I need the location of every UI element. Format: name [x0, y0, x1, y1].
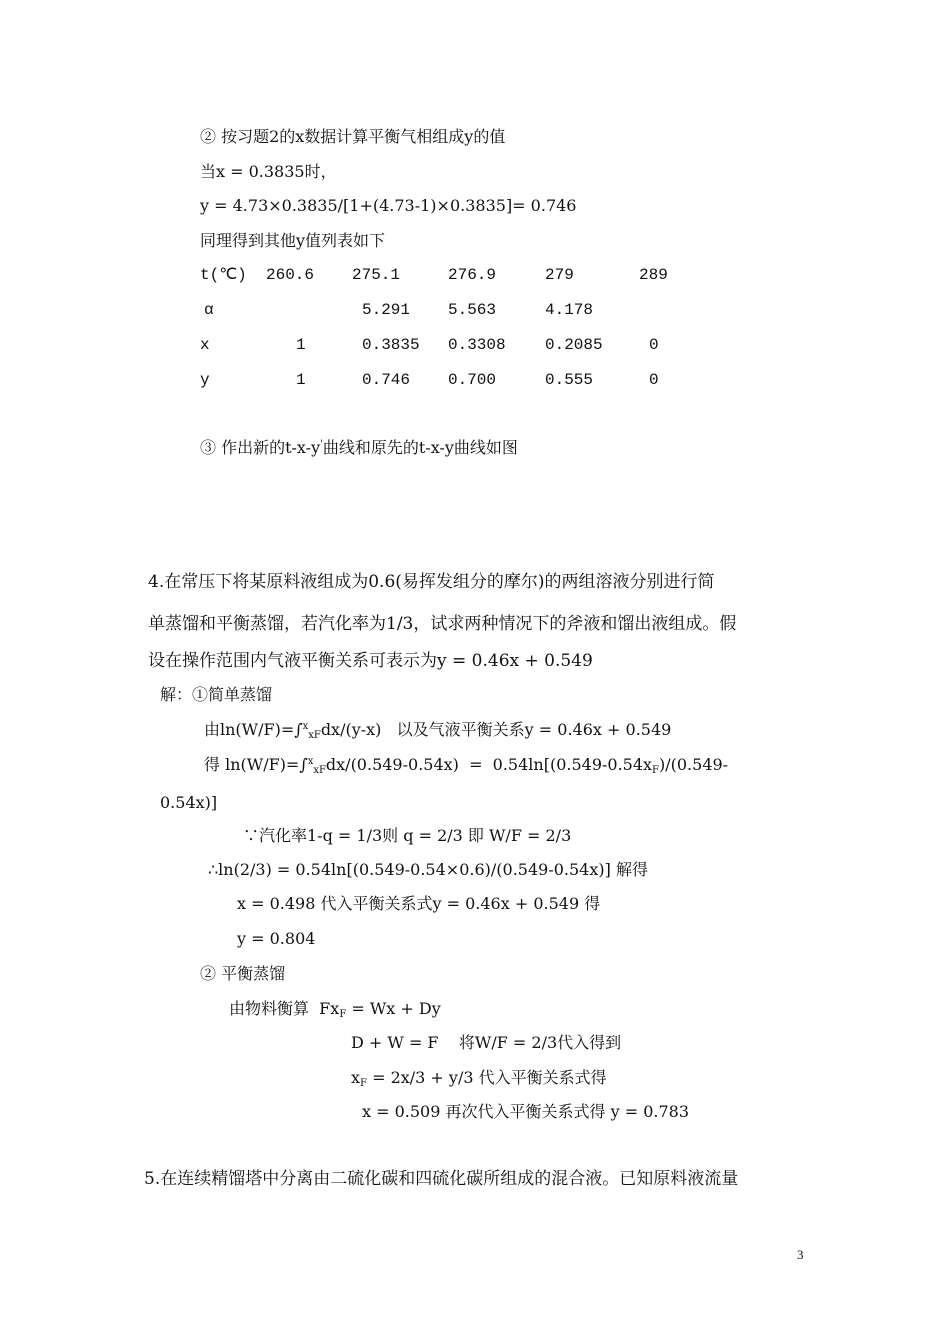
- text: = Wx + Dy: [346, 999, 441, 1018]
- table-cell: 1: [296, 371, 306, 389]
- table-cell: 276.9: [448, 266, 497, 284]
- step3-line: [200, 438, 518, 458]
- q4-para-line-3: 设在操作范围内气液平衡关系可表示为y = 0.46x + 0.549: [148, 651, 593, 671]
- table-cell: 0.3835: [362, 336, 420, 354]
- text: )/(0.549-: [659, 755, 729, 774]
- step2-title: ② 按习题2的x数据计算平衡气相组成y的值: [200, 127, 506, 146]
- table-cell: x: [200, 336, 210, 354]
- simple-dist-line-2: [204, 755, 728, 775]
- table-cell: 0.3308: [448, 336, 506, 354]
- subscript-f: F: [360, 1078, 367, 1089]
- text: 由物料衡算 Fx: [229, 999, 340, 1018]
- integral-upper: x: [307, 756, 314, 767]
- subscript-f: F: [652, 765, 659, 776]
- same-method-line: 同理得到其他y值列表如下: [200, 231, 386, 250]
- text: 由ln(W/F)=∫: [204, 720, 303, 739]
- page-number: 3: [797, 1247, 804, 1262]
- table-cell: 279: [545, 266, 574, 284]
- eq-dist-line-1: [229, 999, 441, 1019]
- text: 得 ln(W/F)=∫: [204, 755, 308, 774]
- table-cell: 260.6: [266, 266, 315, 284]
- table-cell: 289: [639, 266, 668, 284]
- integral-upper: x: [302, 721, 309, 732]
- equilibrium-dist-heading: ② 平衡蒸馏: [200, 964, 286, 983]
- prime-mark: ': [320, 439, 323, 450]
- table-cell: α: [204, 301, 214, 319]
- simple-dist-line-7: y = 0.804: [237, 929, 316, 948]
- when-x-line: 当x = 0.3835时，: [200, 162, 337, 181]
- text: = 2x/3 + y/3 代入平衡关系式得: [366, 1068, 607, 1087]
- simple-dist-line-5: ∴ln(2/3) = 0.54ln[(0.549-0.54×0.6)/(0.549-0.54x)] 解得: [208, 860, 648, 879]
- subscript-f: F: [339, 1009, 347, 1020]
- simple-dist-line-3: 0.54x)]: [160, 793, 218, 812]
- solution-heading: 解：①简单蒸馏: [160, 685, 273, 704]
- y-calc-line: y = 4.73×0.3835/[1+(4.73-1)×0.3835]= 0.746: [200, 196, 577, 215]
- table-cell: 275.1: [352, 266, 401, 284]
- step3-text-b: 曲线和原先的t-x-y曲线如图: [322, 438, 518, 457]
- table-cell: 4.178: [545, 301, 594, 319]
- simple-dist-line-6: x = 0.498 代入平衡关系式y = 0.46x + 0.549 得: [237, 894, 601, 913]
- eq-dist-line-2: D + W = F 将W/F = 2/3代入得到: [351, 1033, 622, 1052]
- text: x: [351, 1068, 361, 1087]
- table-cell: 0.700: [448, 371, 497, 389]
- integral-lower: xF: [313, 765, 326, 776]
- integral-lower: xF: [308, 730, 321, 741]
- step3-text-a: ③ 作出新的t-x-y: [200, 438, 321, 457]
- q4-para-line-1: 4.在常压下将某原料液组成为0.6(易挥发组分的摩尔)的两组溶液分别进行简: [148, 572, 715, 592]
- table-cell: 0.555: [545, 371, 594, 389]
- table-cell: 0.2085: [545, 336, 603, 354]
- table-cell: 5.563: [448, 301, 497, 319]
- q4-para-line-2: 单蒸馏和平衡蒸馏，若汽化率为1/3，试求两种情况下的斧液和馏出液组成。假: [148, 614, 737, 634]
- text: dx/(0.549-0.54x) = 0.54ln[(0.549-0.54x: [325, 755, 653, 774]
- table-cell: t(℃): [200, 266, 247, 284]
- eq-dist-line-3: [351, 1068, 607, 1088]
- table-cell: 0.746: [362, 371, 411, 389]
- text: dx/(y-x) 以及气液平衡关系y = 0.46x + 0.549: [320, 720, 672, 739]
- simple-dist-line-4: ∵汽化率1-q = 1/3则 q = 2/3 即 W/F = 2/3: [243, 826, 572, 845]
- table-cell: 1: [296, 336, 306, 354]
- eq-dist-line-4: x = 0.509 再次代入平衡关系式得 y = 0.783: [362, 1102, 690, 1121]
- table-cell: 0: [649, 336, 659, 354]
- table-cell: y: [200, 371, 210, 389]
- table-cell: 0: [649, 371, 659, 389]
- q5-para-line-1: 5.在连续精馏塔中分离由二硫化碳和四硫化碳所组成的混合液。已知原料液流量: [144, 1169, 739, 1189]
- table-cell: 5.291: [362, 301, 411, 319]
- simple-dist-line-1: [204, 720, 671, 740]
